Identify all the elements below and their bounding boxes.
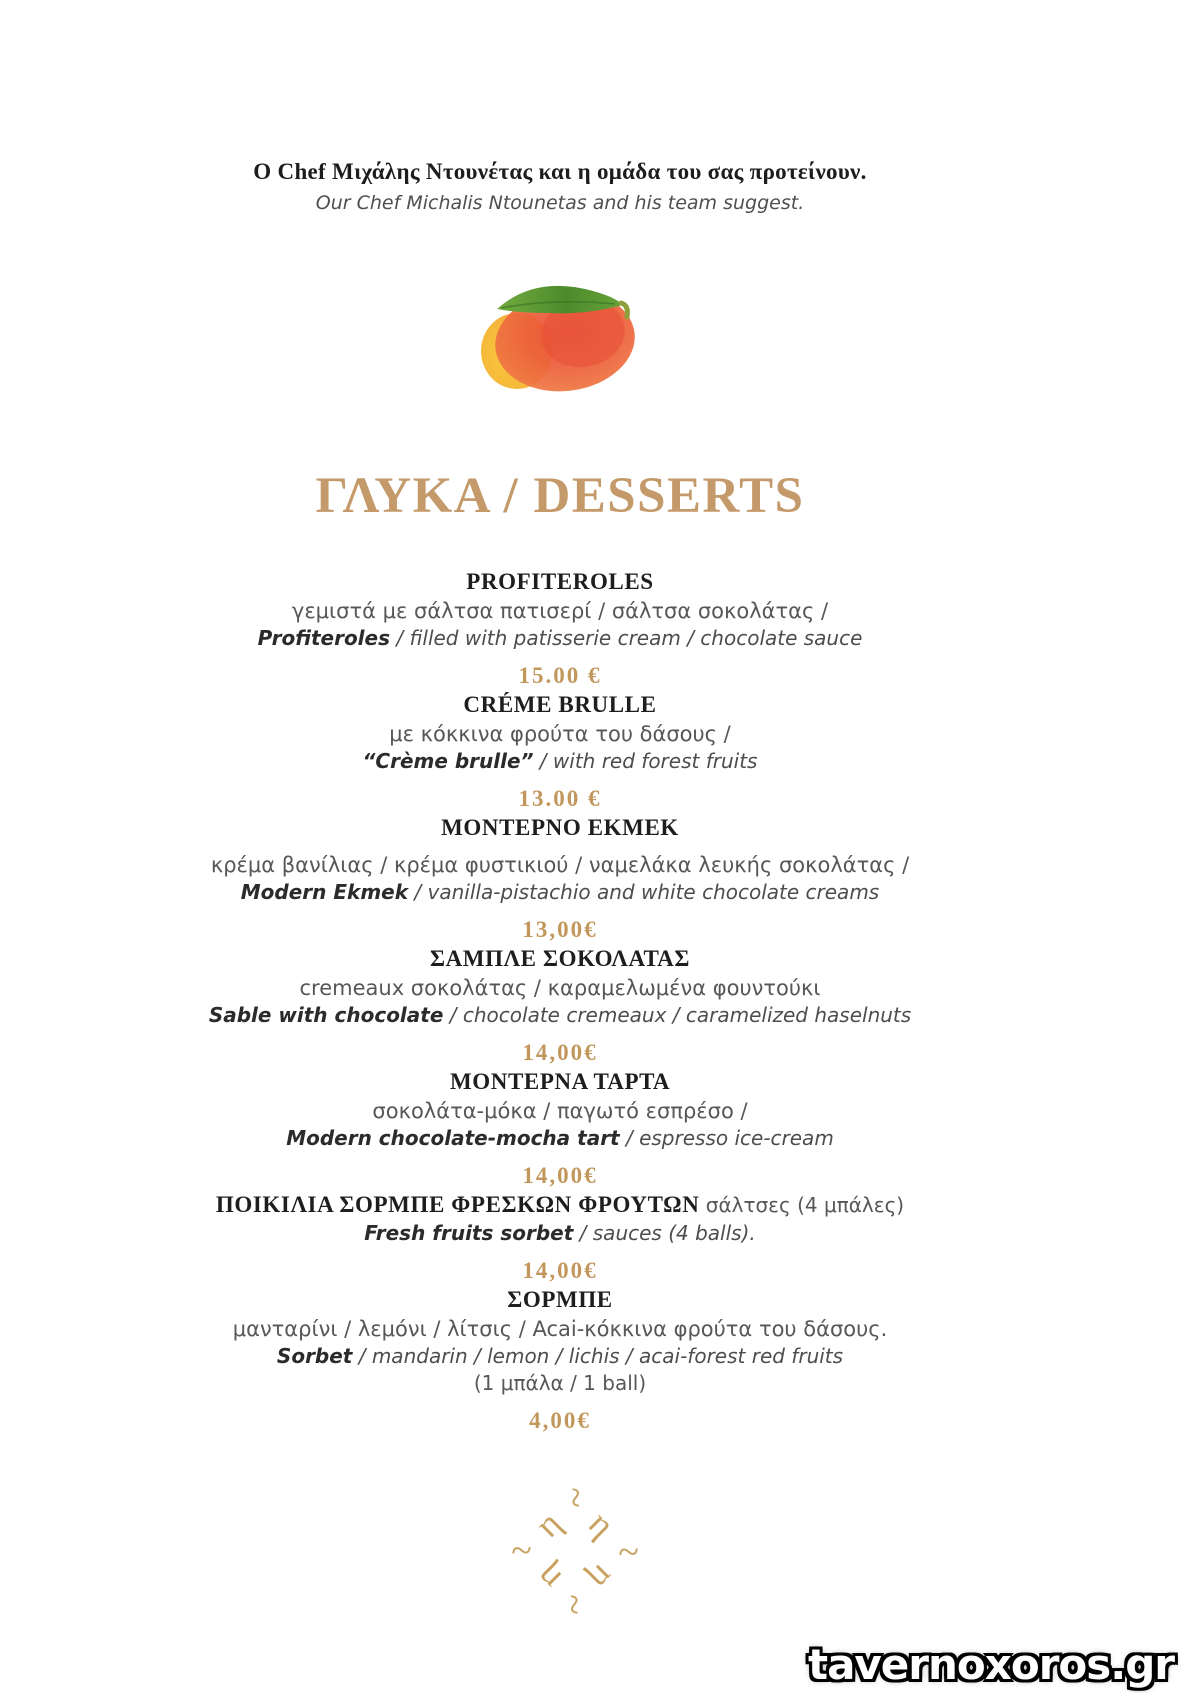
item-desc-english xyxy=(0,1343,1120,1370)
item-desc-english xyxy=(0,1125,1120,1152)
item-desc-english xyxy=(0,879,1120,906)
item-price: 4,00€ xyxy=(529,1408,591,1433)
mango-watercolor-icon xyxy=(465,265,655,393)
item-english-lead: “Crème brulle” xyxy=(362,749,534,773)
item-desc-english xyxy=(0,1220,1120,1247)
menu-item xyxy=(0,690,1120,813)
item-name: ΜΟΝΤΕΡΝΟ ΕΚΜΕΚ xyxy=(441,815,679,840)
item-name: ΣΟΡΜΠΕ xyxy=(507,1287,613,1312)
menu-item xyxy=(0,1285,1120,1435)
item-name: CRÉME BRULLE xyxy=(463,692,657,717)
item-name-suffix: σάλτσες (4 μπάλες) xyxy=(699,1193,905,1217)
item-desc-english xyxy=(0,625,1120,652)
site-watermark: tavernoxoros.gr xyxy=(808,1640,1174,1689)
item-english-lead: Profiteroles xyxy=(257,626,391,650)
item-desc-greek: σοκολάτα-μόκα / παγωτό εσπρέσο / xyxy=(372,1099,748,1123)
logo-swash-glyph: ~ xyxy=(618,1530,640,1572)
item-price: 14,00€ xyxy=(522,1163,598,1188)
logo-eta-glyph: η xyxy=(581,1557,623,1599)
item-english-rest: / mandarin / lemon / lichis / acai-forest red fruits xyxy=(352,1344,844,1368)
item-english-lead: Sorbet xyxy=(276,1344,353,1368)
item-name: PROFITEROLES xyxy=(466,569,654,594)
item-desc-greek: με κόκκινα φρούτα του δάσους / xyxy=(389,722,731,746)
item-english-rest: / sauces (4 balls). xyxy=(573,1221,756,1245)
item-name: ΜΟΝΤΕΡΝΑ ΤΑΡΤΑ xyxy=(449,1069,671,1094)
logo-swash-glyph: ~ xyxy=(510,1530,532,1572)
item-name xyxy=(0,1190,1120,1220)
item-portion-note: (1 μπάλα / 1 ball) xyxy=(473,1371,647,1395)
item-english-lead: Modern Ekmek xyxy=(240,880,409,904)
logo-swash-glyph: ~ xyxy=(554,1594,596,1616)
menu-item xyxy=(0,567,1120,690)
menu-item xyxy=(0,944,1120,1067)
item-english-rest: / with red forest fruits xyxy=(533,749,758,773)
item-english-lead: Modern chocolate-mocha tart xyxy=(286,1126,620,1150)
item-english-rest: / espresso ice-cream xyxy=(619,1126,834,1150)
page-title: ΓΛΥΚΑ / DESSERTS xyxy=(315,468,805,524)
chef-header-english: Our Chef Michalis Ntounetas and his team suggest. xyxy=(315,192,805,214)
item-english-rest: / filled with patisserie cream / chocolate sauce xyxy=(390,626,863,650)
logo-swash-glyph: ~ xyxy=(554,1486,596,1508)
item-english-rest: / vanilla-pistachio and white chocolate creams xyxy=(408,880,880,904)
item-english-lead: Sable with chocolate xyxy=(208,1003,444,1027)
item-desc-english xyxy=(0,1002,1120,1029)
menu-item xyxy=(0,813,1120,944)
item-desc-greek: μανταρίνι / λεμόνι / λίτσις / Acai-κόκκινα φρούτα του δάσους. xyxy=(232,1317,888,1341)
item-desc-english xyxy=(0,748,1120,775)
item-price: 14,00€ xyxy=(522,1258,598,1283)
logo-eta-glyph: η xyxy=(527,1503,569,1545)
menu-item xyxy=(0,1067,1120,1190)
item-desc-greek: γεμιστά με σάλτσα πατισερί / σάλτσα σοκολάτας / xyxy=(291,599,829,623)
item-desc-greek: cremeaux σοκολάτας / καραμελωμένα φουντούκι xyxy=(299,976,821,1000)
item-name: ΣΑΜΠΛΕ ΣΟΚΟΛΑΤΑΣ xyxy=(429,946,691,971)
item-desc-greek: κρέμα βανίλιας / κρέμα φυστικιού / ναμελάκα λευκής σοκολάτας / xyxy=(210,853,910,877)
logo-eta-glyph: η xyxy=(581,1503,623,1545)
item-english-rest: / chocolate cremeaux / caramelized haselnuts xyxy=(443,1003,912,1027)
logo-eta-glyph: η xyxy=(527,1557,569,1599)
item-price: 13.00 € xyxy=(518,786,602,811)
restaurant-logo-icon xyxy=(505,1481,645,1621)
menu-list xyxy=(0,567,1120,1435)
chef-header-greek: Ο Chef Μιχάλης Ντουνέτας και η ομάδα του σας προτείνουν. xyxy=(253,159,867,184)
item-price: 13,00€ xyxy=(522,917,598,942)
item-name-main: ΠΟΙΚΙΛΙΑ ΣΟΡΜΠΕ ΦΡΕΣΚΩΝ ΦΡΟΥΤΩΝ xyxy=(215,1192,700,1217)
item-price: 15.00 € xyxy=(518,663,602,688)
menu-item xyxy=(0,1190,1120,1285)
item-price: 14,00€ xyxy=(522,1040,598,1065)
item-english-lead: Fresh fruits sorbet xyxy=(364,1221,574,1245)
